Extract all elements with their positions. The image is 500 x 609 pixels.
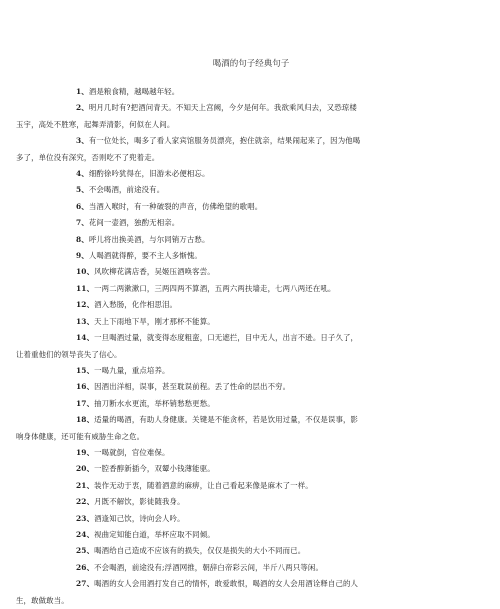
item-number: 23、	[76, 513, 95, 523]
item-text-continuation: 玉宇，高处不胜寒，起舞弄清影，何似在人间。	[16, 119, 175, 129]
item-number: 1、	[76, 87, 89, 96]
sentence-list	[16, 84, 466, 609]
item-number: 7、	[76, 218, 89, 228]
sentence-item	[76, 248, 466, 264]
item-text-continuation: 多了，单位没有深究，否则吃不了兜着走。	[16, 152, 160, 162]
item-text: 酒逢知己饮，诗向会人吟。	[94, 513, 185, 523]
sentence-item	[76, 264, 466, 280]
item-number: 15、	[76, 365, 95, 375]
item-number: 9、	[76, 251, 89, 261]
item-text: 天上下雨地下旱，刚才那杯不能算。	[94, 316, 215, 326]
item-number: 13、	[76, 316, 95, 326]
sentence-item	[76, 84, 466, 100]
sentence-item	[76, 478, 466, 494]
item-text-continuation: 让着重他们的领导丧失了信心。	[16, 349, 122, 359]
item-text: 明月几时有?把酒问青天。不知天上宫阙，今夕是何年。我欲乘风归去，又恐琼楼	[88, 103, 357, 113]
item-text: 一喝就倒，官位难保。	[94, 447, 170, 457]
item-number: 5、	[76, 185, 89, 195]
sentence-item	[76, 527, 466, 543]
sentence-item	[76, 330, 466, 346]
item-text: 一腔香醇新插今，双颦小钱薄能驱。	[94, 464, 215, 474]
item-text: 人喝酒就得醉，要不主人多惭愧。	[88, 251, 202, 261]
item-number: 2、	[76, 103, 89, 113]
sentence-item	[76, 314, 466, 330]
item-text-continuation: 响身体健康，还可能有威胁生命之危。	[16, 431, 145, 441]
item-text: 呼儿将出换美酒，与尔同销万古愁。	[88, 234, 210, 244]
sentence-item	[76, 461, 466, 477]
sentence-item	[76, 281, 466, 297]
item-text: 当酒入喉时，有一种破裂的声音，仿佛绝望的歌唱。	[88, 201, 263, 211]
item-number: 16、	[76, 382, 95, 392]
item-number: 18、	[76, 415, 95, 425]
item-text: 一喝九量，重点培养。	[94, 365, 170, 375]
item-number: 10、	[76, 267, 95, 277]
item-number: 25、	[76, 546, 95, 556]
sentence-item	[76, 560, 466, 576]
item-text: 细酌徐吟犹得在，旧游未必便相忘。	[88, 169, 210, 179]
item-text: 风吹柳花满店香，吴姬压酒唤客尝。	[94, 267, 215, 277]
item-number: 11、	[76, 283, 95, 293]
sentence-item	[76, 543, 466, 559]
item-number: 24、	[76, 529, 95, 539]
item-text: 一旦喝酒过量，就变得态度粗蛮，口无遮拦，目中无人，出言不逊。日子久了，	[94, 333, 359, 343]
item-text: 一两二两漱漱口，三两四两不算酒，五两六两扶墙走，七两八两还在吼。	[94, 283, 336, 293]
item-number: 3、	[76, 136, 89, 146]
sentence-item	[76, 100, 466, 116]
sentence-item	[76, 363, 466, 379]
item-number: 12、	[76, 300, 95, 310]
sentence-item	[76, 511, 466, 527]
sentence-item	[76, 215, 466, 231]
item-text: 不会喝酒，前途没有。	[88, 185, 165, 195]
sentence-item	[76, 232, 466, 248]
item-text: 抽刀断水水更流，举杯销愁愁更愁。	[94, 398, 215, 408]
item-number: 27、	[76, 579, 95, 589]
item-number: 4、	[76, 169, 89, 179]
item-number: 17、	[76, 398, 95, 408]
sentence-item	[76, 297, 466, 313]
item-text: 酒入愁肠，化作相思泪。	[94, 300, 178, 310]
item-number: 21、	[76, 480, 95, 490]
item-text: 适量的喝酒，有助人身健康。关键是不能贪杯，若是饮用过量，不仅是误事，影	[94, 415, 359, 425]
item-text: 花间一壶酒，独酌无相亲。	[88, 218, 180, 228]
item-text: 装作无动于衷，随着酒意的麻痹，让自己看起来像是麻木了一样。	[94, 480, 313, 490]
item-text: 喝酒的女人会用酒打发自己的情怀，敢爱敢恨，喝酒的女人会用酒诠释自己的人	[94, 579, 359, 589]
item-text: 有一位处长，喝多了看人家宾馆服务员漂亮，抱住就亲，结果闹起来了，因为他喝	[88, 136, 361, 146]
item-number: 19、	[76, 447, 95, 457]
item-text: 月既不解饮，影徒随我身。	[94, 497, 185, 507]
sentence-item	[76, 166, 466, 182]
sentence-item	[76, 199, 466, 215]
item-text: 不会喝酒，前途没有;浮酒网推，朝辞白帝彩云间，半斤八两只等闲。	[94, 562, 324, 572]
item-text: 视曲定知能白道，举杯应取不同倾。	[94, 529, 215, 539]
sentence-item	[76, 396, 466, 412]
sentence-item	[76, 576, 466, 592]
item-text-continuation: 生，敢做敢当。	[16, 595, 69, 605]
sentence-item	[76, 445, 466, 461]
sentence-item	[76, 379, 466, 395]
item-number: 6、	[76, 201, 89, 211]
sentence-item	[76, 182, 466, 198]
item-text: 因酒出洋相，误事，甚至耽误前程。丢了性命的层出不穷。	[94, 382, 291, 392]
item-number: 8、	[76, 234, 89, 244]
item-text: 酒是粮食精，越喝越年轻。	[88, 87, 180, 96]
document-title: 喝酒的句子经典句子	[212, 59, 290, 69]
sentence-item	[76, 494, 466, 510]
item-number: 26、	[76, 562, 95, 572]
sentence-item	[76, 133, 466, 149]
item-text: 喝酒给自己造成不应该有的损失，仅仅是损失的大小不同而已。	[94, 546, 306, 556]
item-number: 20、	[76, 464, 95, 474]
item-number: 14、	[76, 333, 95, 343]
item-number: 22、	[76, 497, 95, 507]
sentence-item	[76, 412, 466, 428]
